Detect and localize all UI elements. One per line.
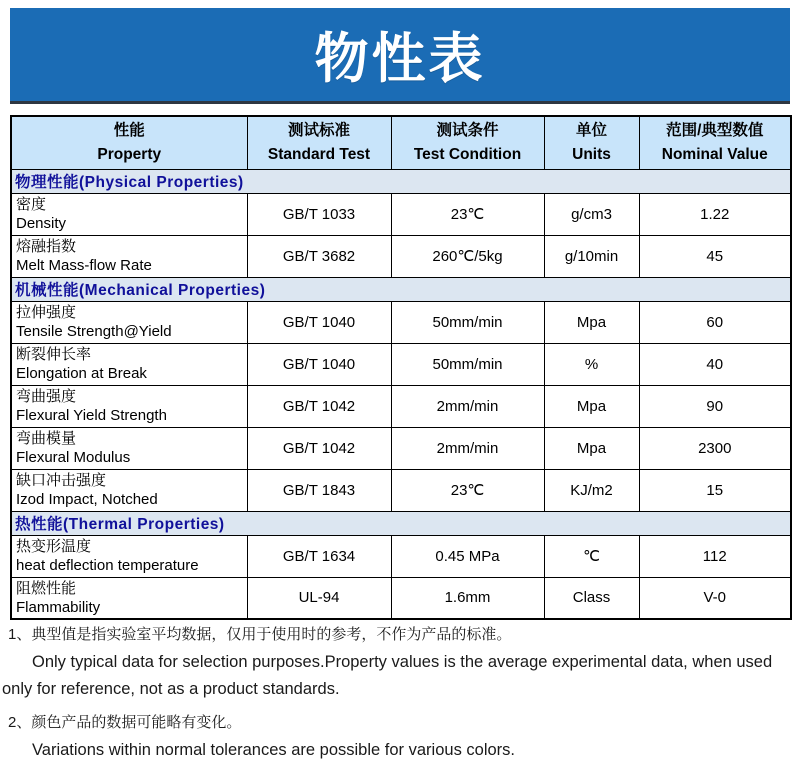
column-header-condition: [391, 116, 544, 169]
column-header-property-zh: 性能: [113, 121, 145, 139]
table-row: [11, 385, 791, 427]
cell-property-en: Melt Mass-flow Rate: [16, 257, 152, 274]
column-header-standard: [247, 116, 391, 169]
cell-property-en: Tensile Strength@Yield: [16, 323, 172, 340]
table-row: [11, 235, 791, 277]
column-header-property: [11, 116, 247, 169]
column-header-value: [639, 116, 791, 169]
cell-value: 112: [639, 535, 791, 577]
table-row: [11, 193, 791, 235]
cell-property-zh: 弯曲模量: [16, 430, 77, 447]
cell-condition: 0.45 MPa: [391, 535, 544, 577]
cell-property: [11, 427, 247, 469]
cell-property-zh: 断裂伸长率: [16, 346, 92, 363]
cell-standard: GB/T 1843: [247, 469, 391, 511]
cell-property-zh: 缺口冲击强度: [16, 472, 107, 489]
footnote-1-number: 1、: [8, 626, 32, 643]
section-title: 热性能(Thermal Properties): [11, 511, 791, 535]
cell-property: [11, 385, 247, 427]
cell-condition: 50mm/min: [391, 301, 544, 343]
cell-property-en: Elongation at Break: [16, 365, 147, 382]
cell-condition: 50mm/min: [391, 343, 544, 385]
cell-units: g/10min: [544, 235, 639, 277]
cell-standard: GB/T 1040: [247, 343, 391, 385]
cell-units: Mpa: [544, 427, 639, 469]
footnote-1-zh-text: 典型值是指实验室平均数据，仅用于使用时的参考，不作为产品的标准。: [31, 626, 512, 643]
cell-property: [11, 343, 247, 385]
column-header-condition-en: Test Condition: [413, 145, 522, 163]
cell-condition: 260℃/5kg: [391, 235, 544, 277]
cell-property-en: Izod Impact, Notched: [16, 491, 158, 508]
cell-units: Mpa: [544, 301, 639, 343]
cell-value: 40: [639, 343, 791, 385]
footnote-1: [0, 622, 798, 703]
column-header-value-en: Nominal Value: [661, 145, 768, 163]
table-header-row: [11, 116, 791, 169]
cell-standard: GB/T 1040: [247, 301, 391, 343]
cell-property: [11, 235, 247, 277]
cell-property: [11, 535, 247, 577]
column-header-standard-en: Standard Test: [267, 145, 371, 163]
cell-property-en: Flexural Yield Strength: [16, 407, 167, 424]
cell-value: 1.22: [639, 193, 791, 235]
properties-table-body: [11, 169, 791, 619]
cell-property-zh: 弯曲强度: [16, 388, 77, 405]
column-header-condition-zh: 测试条件: [436, 121, 499, 139]
section-row: [11, 277, 791, 301]
section-row: [11, 511, 791, 535]
cell-property-zh: 热变形温度: [16, 538, 92, 555]
cell-standard: GB/T 1033: [247, 193, 391, 235]
cell-property-en: heat deflection temperature: [16, 557, 199, 574]
title-banner: [10, 8, 790, 104]
cell-property: [11, 577, 247, 619]
cell-standard: GB/T 1634: [247, 535, 391, 577]
cell-property-zh: 熔融指数: [16, 238, 77, 255]
cell-property-en: Flexural Modulus: [16, 449, 131, 466]
cell-value: 60: [639, 301, 791, 343]
cell-units: Mpa: [544, 385, 639, 427]
cell-standard: GB/T 3682: [247, 235, 391, 277]
footnote-1-en: Only typical data for selection purposes.Property values is the average experimental data, when used only for reference, not as a product standards.: [2, 653, 773, 698]
cell-value: V-0: [639, 577, 791, 619]
footnote-1-zh: [8, 622, 798, 648]
cell-value: 45: [639, 235, 791, 277]
column-header-value-zh: 范围/典型数值: [666, 121, 764, 139]
cell-property-en: Flammability: [16, 598, 101, 616]
table-row: [11, 469, 791, 511]
cell-condition: 2mm/min: [391, 427, 544, 469]
cell-property: [11, 193, 247, 235]
cell-units: g/cm3: [544, 193, 639, 235]
properties-table: [10, 115, 792, 620]
cell-property-zh: 拉伸强度: [16, 304, 77, 321]
cell-standard: GB/T 1042: [247, 385, 391, 427]
cell-property: [11, 469, 247, 511]
cell-units: Class: [544, 577, 639, 619]
table-row: [11, 577, 791, 619]
cell-units: %: [544, 343, 639, 385]
section-row: [11, 169, 791, 193]
table-row: [11, 343, 791, 385]
cell-property-zh: 密度: [16, 196, 47, 213]
table-row: [11, 535, 791, 577]
cell-property-zh: 阻燃性能: [16, 579, 77, 597]
cell-units: KJ/m2: [544, 469, 639, 511]
table-row: [11, 301, 791, 343]
table-row: [11, 427, 791, 469]
footnote-2: [0, 710, 798, 764]
column-header-units-zh: 单位: [575, 121, 607, 139]
page-title: 物性表: [314, 29, 486, 89]
cell-value: 2300: [639, 427, 791, 469]
cell-standard: GB/T 1042: [247, 427, 391, 469]
footnotes: [0, 622, 798, 771]
cell-units: ℃: [544, 535, 639, 577]
cell-value: 90: [639, 385, 791, 427]
footnote-2-number: 2、: [8, 714, 32, 731]
cell-condition: 1.6mm: [391, 577, 544, 619]
cell-standard: UL-94: [247, 577, 391, 619]
column-header-units: [544, 116, 639, 169]
footnote-2-en: Variations within normal tolerances are possible for various colors.: [32, 741, 515, 759]
section-title: 机械性能(Mechanical Properties): [11, 277, 791, 301]
cell-condition: 23℃: [391, 193, 544, 235]
column-header-property-en: Property: [97, 145, 162, 163]
footnote-2-zh: [8, 710, 798, 736]
cell-property-en: Density: [16, 215, 67, 232]
column-header-units-en: Units: [572, 145, 611, 163]
section-title: 物理性能(Physical Properties): [11, 169, 791, 193]
cell-condition: 23℃: [391, 469, 544, 511]
footnote-2-zh-text: 颜色产品的数据可能略有变化。: [31, 714, 242, 731]
cell-value: 15: [639, 469, 791, 511]
cell-condition: 2mm/min: [391, 385, 544, 427]
cell-property: [11, 301, 247, 343]
column-header-standard-zh: 测试标准: [287, 121, 350, 139]
